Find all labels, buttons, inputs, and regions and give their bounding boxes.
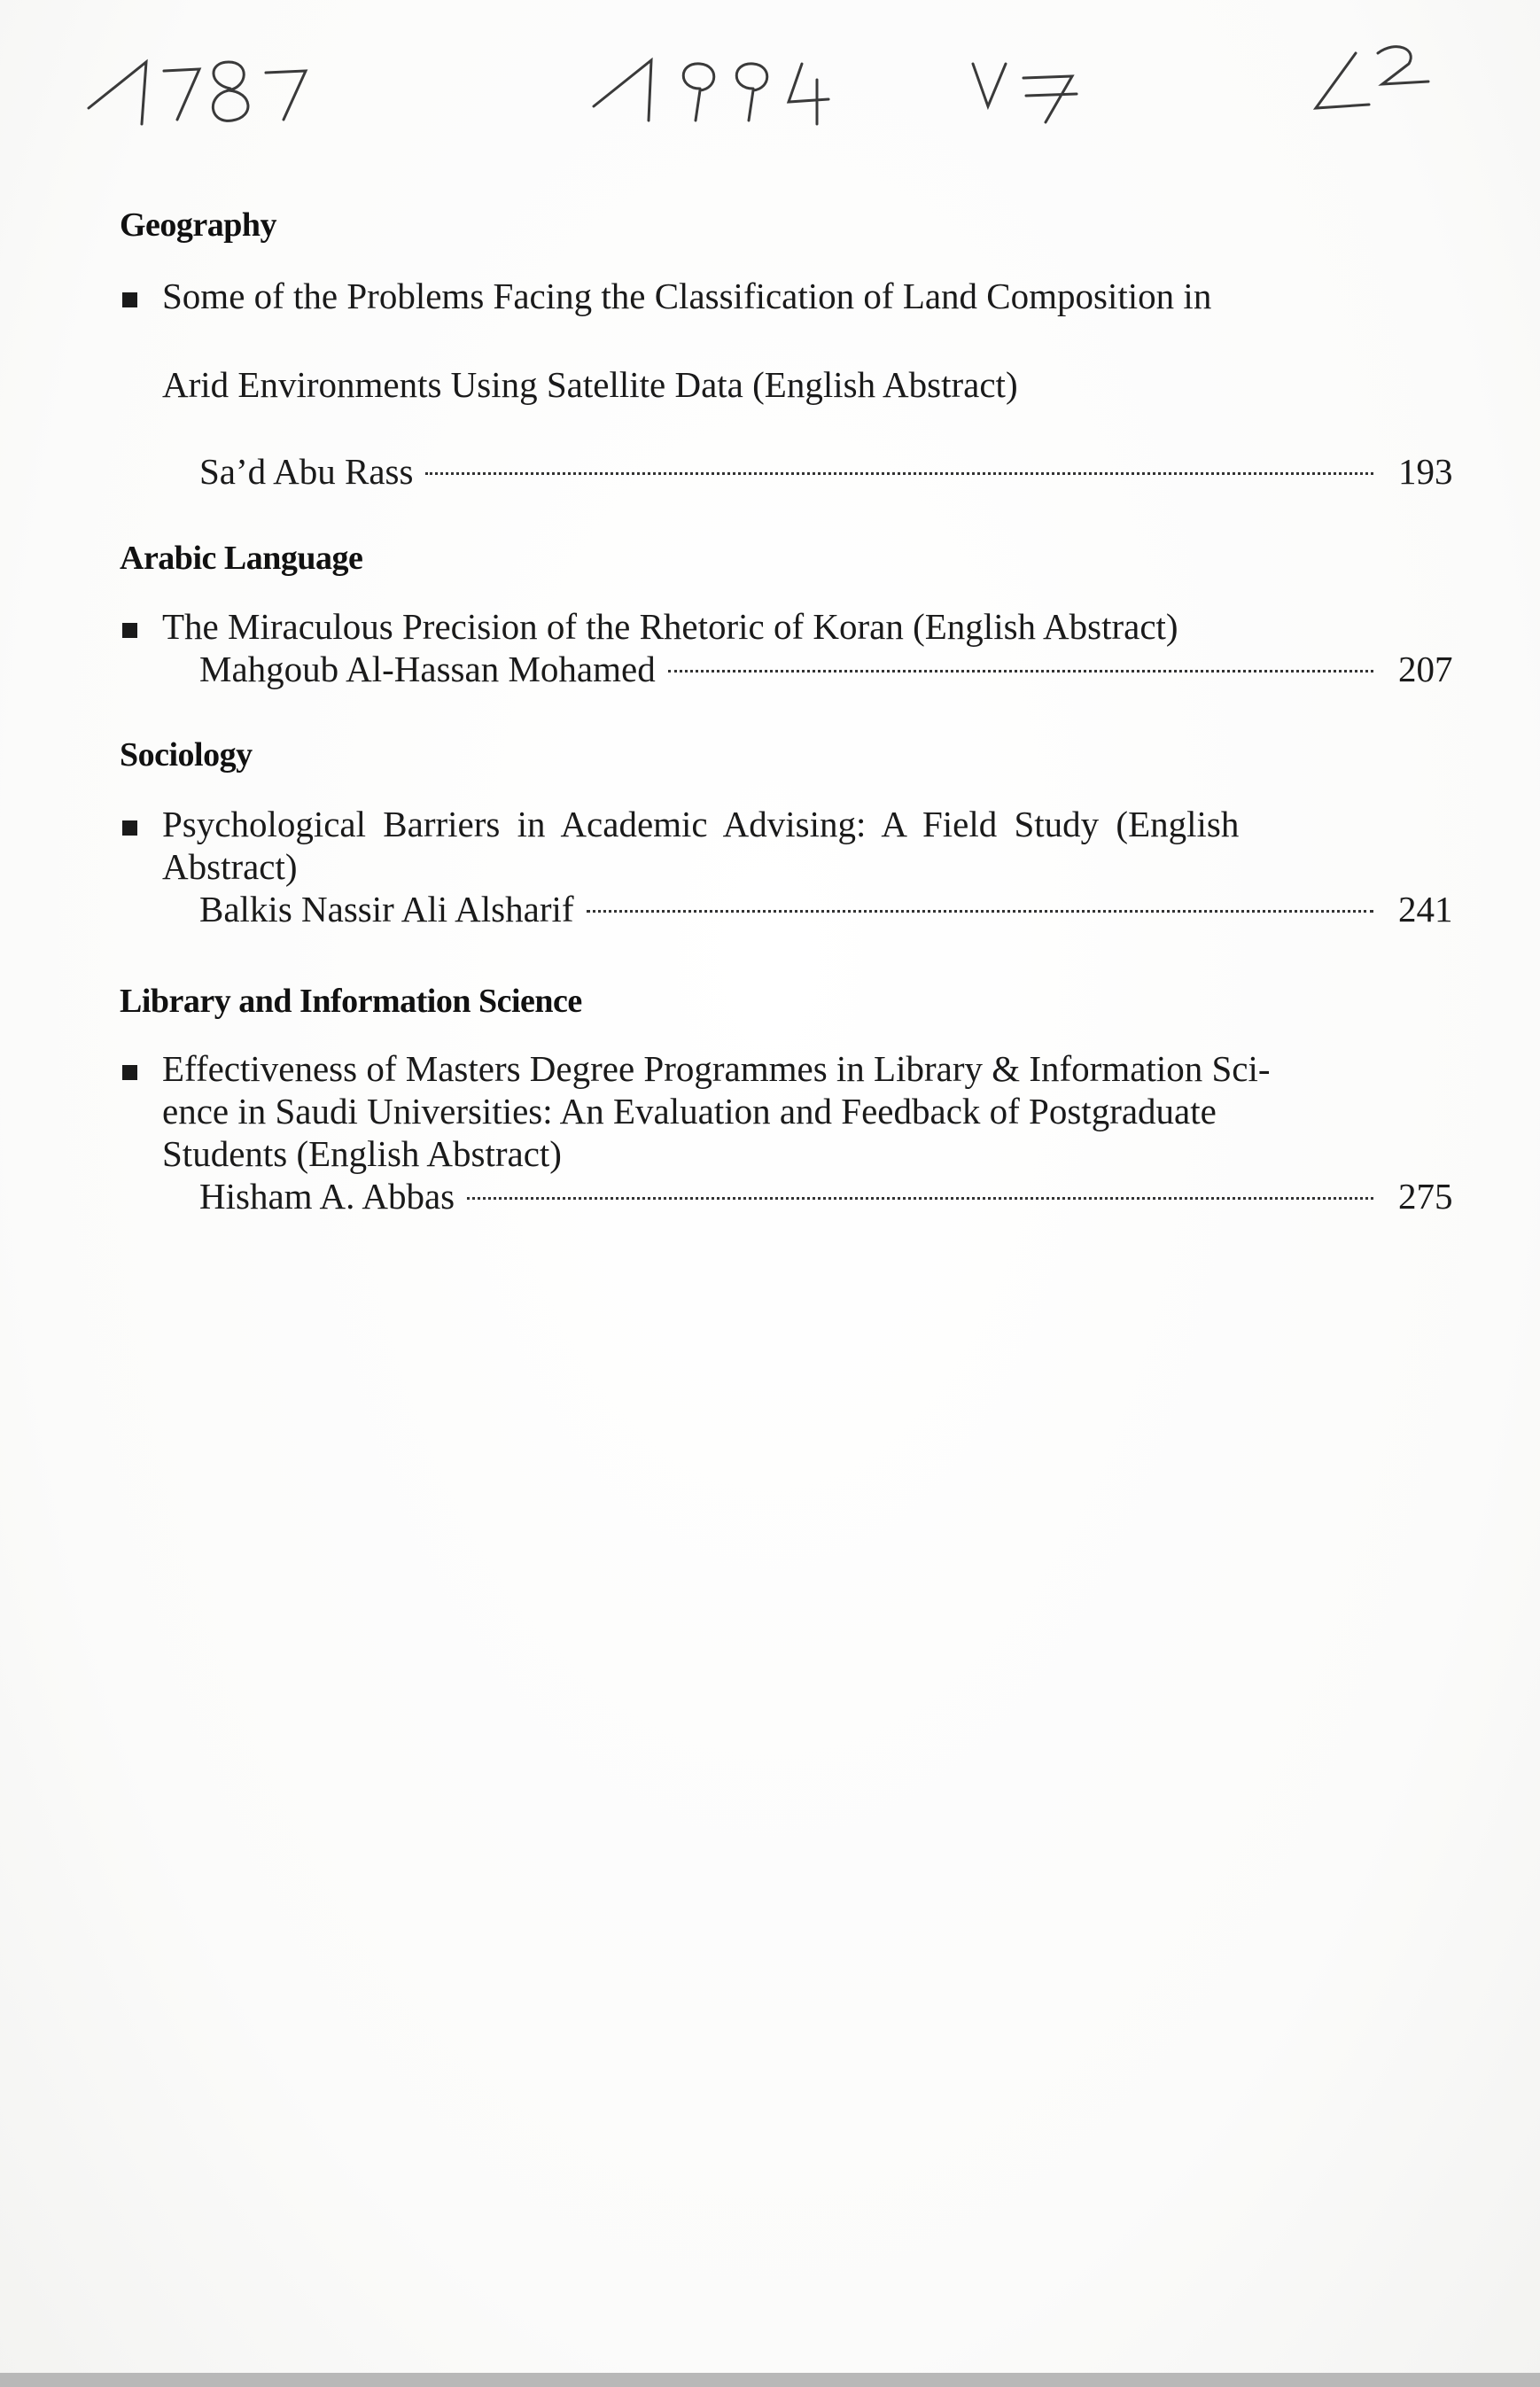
bullet-icon: [122, 292, 137, 307]
handwritten-annotations: [0, 0, 1540, 142]
section-heading-library-information-science: Library and Information Science: [120, 983, 582, 1020]
entry-title-line: Students (English Abstract): [162, 1133, 562, 1174]
entry-title-line: The Miraculous Precision of the Rhetoric of Koran (English Abstract): [162, 606, 1178, 647]
entry-author-row: [199, 648, 1451, 690]
leader-dots: [668, 669, 1373, 673]
entry-author-row: [199, 888, 1451, 930]
entry-author: Mahgoub Al-Hassan Mohamed: [199, 649, 656, 689]
entry-author: Hisham A. Abbas: [199, 1176, 455, 1217]
scan-edge-bar: [0, 2373, 1540, 2387]
leader-dots: [467, 1196, 1373, 1200]
leader-dots: [587, 909, 1373, 913]
bullet-icon: [122, 820, 137, 836]
entry-author-row: [199, 450, 1451, 493]
section-heading-geography: Geography: [120, 206, 277, 244]
title-text: Some of the Problems Facing the Classification of Land Composition in: [162, 276, 1212, 316]
entry-page-number: 193: [1398, 451, 1453, 492]
bullet-icon: [122, 1065, 137, 1080]
bullet-icon: [122, 623, 137, 638]
leader-dots: [425, 471, 1373, 475]
entry-author: Balkis Nassir Ali Alsharif: [199, 889, 574, 929]
entry-title-line: ence in Saudi Universities: An Evaluation and Feedback of Postgraduate: [162, 1091, 1217, 1131]
entry-title-line: [162, 275, 1467, 317]
entry-page-number: 207: [1398, 649, 1453, 689]
entry-title-line: Effectiveness of Masters Degree Programmes in Library & Information Sci-: [162, 1048, 1271, 1089]
entry-title-line: Psychological Barriers in Academic Advising: A Field Study (English: [162, 804, 1240, 844]
entry-page-number: 275: [1398, 1176, 1453, 1217]
entry-title-line: Arid Environments Using Satellite Data (English Abstract): [162, 364, 1018, 405]
entry-author: Sa’d Abu Rass: [199, 451, 414, 492]
section-heading-arabic-language: Arabic Language: [120, 540, 363, 577]
entry-author-row: [199, 1175, 1451, 1217]
entry-title-line: Abstract): [162, 846, 298, 887]
entry-page-number: 241: [1398, 889, 1453, 929]
section-heading-sociology: Sociology: [120, 736, 253, 774]
